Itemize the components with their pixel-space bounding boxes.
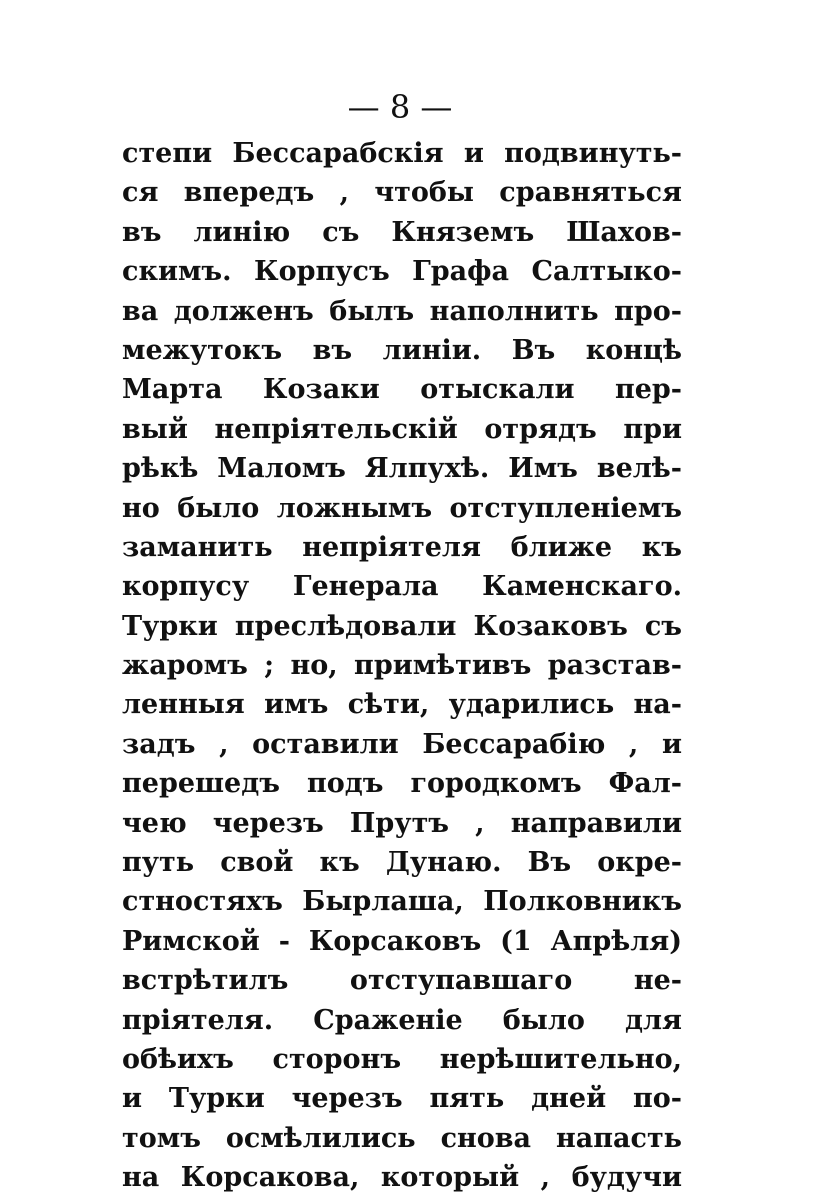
text-line: степи Бессарабскія и подвинуть- (122, 138, 682, 169)
text-line: въ линію съ Княземъ Шахов- (122, 216, 682, 248)
text-line: Римской - Корсаковъ (1 Апрѣля) (122, 925, 682, 957)
text-line: корпусу Генерала Каменскаго. (122, 571, 682, 603)
text-line: чею черезъ Прутъ , направили (122, 807, 682, 839)
text-line: на Корсакова, который , будучи (122, 1162, 682, 1194)
text-line: перешедъ подъ городкомъ Фал- (122, 768, 682, 800)
text-line: вый непріятельскій отрядъ при (122, 413, 682, 445)
text-line: задъ , оставили Бессарабію , и (122, 728, 682, 760)
text-line: межутокъ въ линіи. Въ концѣ (122, 334, 682, 366)
text-line: ся впередъ , чтобы сравняться (122, 177, 682, 209)
text-line: ва долженъ былъ наполнить про- (122, 295, 682, 327)
text-line: стностяхъ Бырлаша, Полковникъ (122, 886, 682, 918)
text-line: но было ложнымъ отступленіемъ (122, 492, 682, 524)
page-number: — 8 — (347, 88, 453, 126)
text-line: рѣкѣ Маломъ Ялпухѣ. Имъ велѣ- (122, 453, 682, 485)
text-line: Турки преслѣдовали Козаковъ съ (122, 610, 682, 642)
text-line: обѣихъ сторонъ нерѣшительно, (122, 1043, 682, 1075)
text-line: заманить непріятеля ближе къ (122, 531, 682, 563)
text-line: путь свой къ Дунаю. Въ окре- (122, 847, 682, 879)
text-line: встрѣтилъ отступавшаго не- (122, 965, 682, 997)
text-line: Марта Козаки отыскали пер- (122, 374, 682, 406)
text-line: ленныя имъ сѣти, ударились на- (122, 689, 682, 721)
text-line: жаромъ ; но, примѣтивъ разстав- (122, 650, 682, 682)
text-line: и Турки черезъ пять дней по- (122, 1083, 682, 1115)
body-text (122, 134, 682, 1198)
text-line: томъ осмѣлились снова напасть (122, 1122, 682, 1154)
text-line: скимъ. Корпусъ Графа Салтыко- (122, 256, 682, 288)
text-line: пріятеля. Сраженіе было для (122, 1004, 682, 1036)
